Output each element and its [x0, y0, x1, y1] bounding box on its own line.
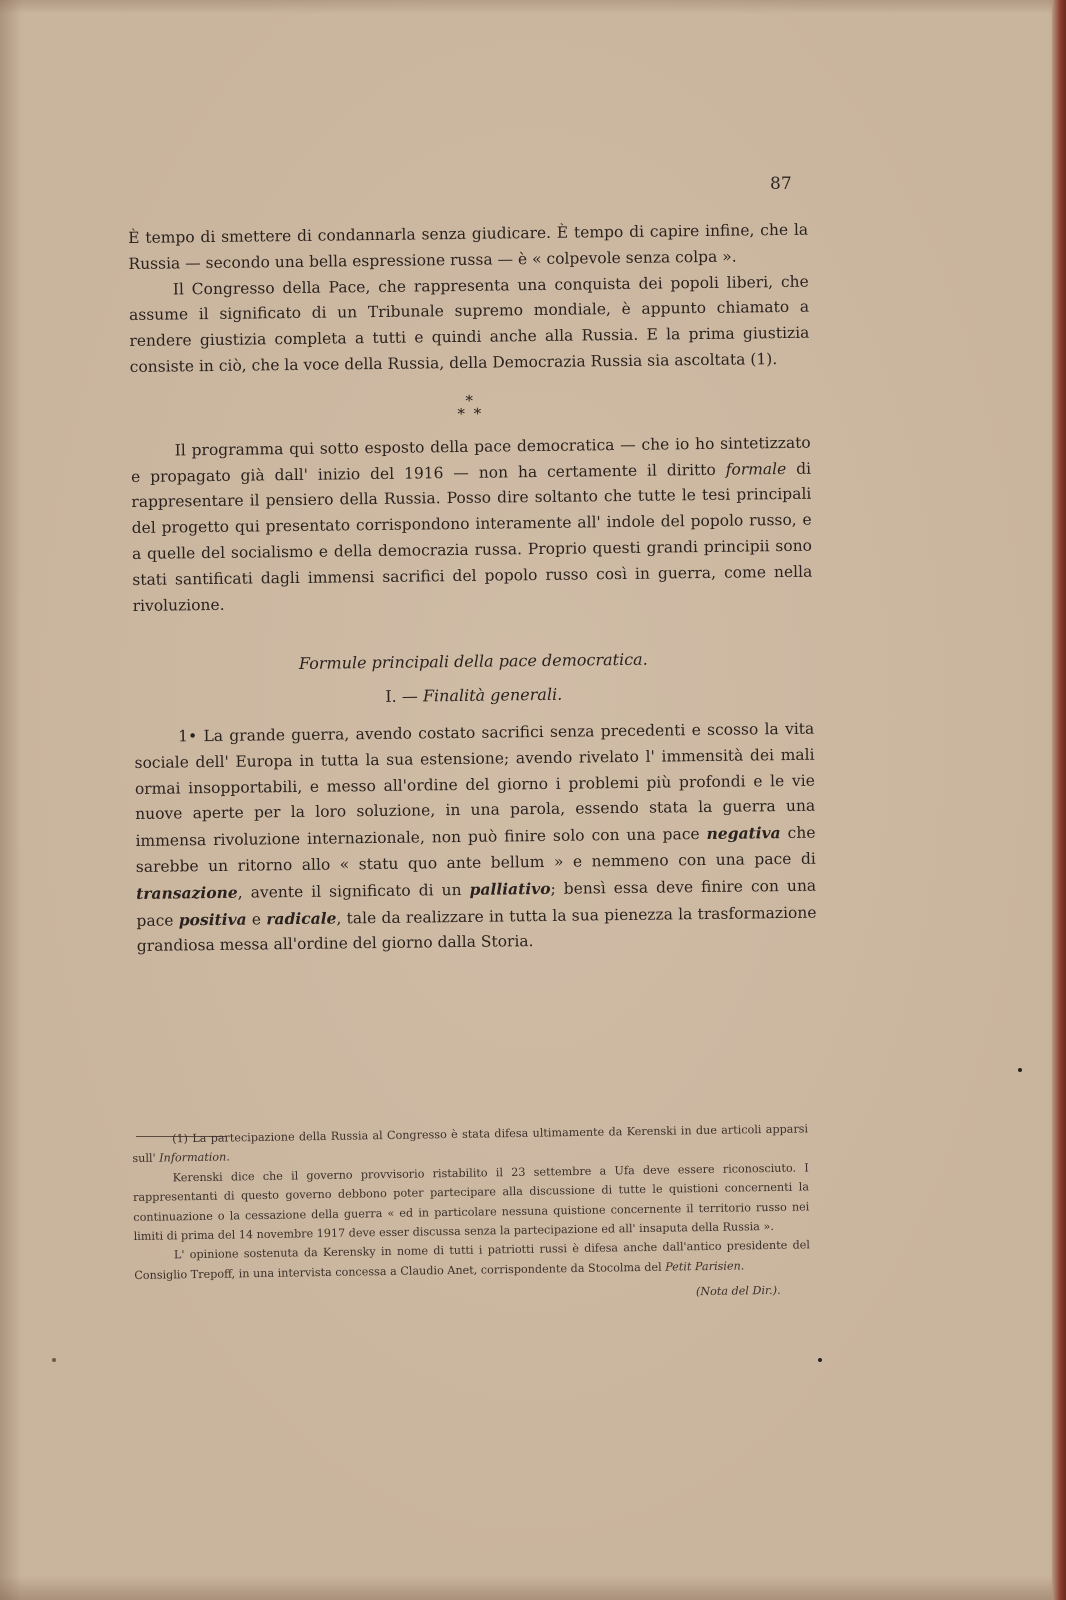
- footnote-1-information: Information: [159, 1150, 227, 1165]
- programma-text-1: Il programma qui sotto esposto della pace democratica — che io ho sintetizzato e propagato già dall' inizio del 1916 — non ha certamente il diritto: [130, 433, 811, 486]
- subsection-number: I. —: [385, 686, 423, 707]
- page-number: 87: [770, 174, 792, 194]
- footnote-3-petit-parisien: Petit Parisien: [665, 1259, 741, 1274]
- paragraph-point-1: [134, 717, 817, 960]
- section-title: Formule principali della pace democratica.: [298, 650, 648, 674]
- paragraph-programma: [131, 430, 813, 619]
- footnote-1-text-b: .: [226, 1150, 230, 1164]
- speck-mark: [818, 1358, 822, 1362]
- point1-text-c: , avente il significato di un: [237, 880, 470, 902]
- speck-mark: [1018, 1068, 1022, 1072]
- programma-text-2: di rappresentare il pensiero della Russia. Posso dire soltanto che tutte le tesi principali del progetto qui presentato corrispondono interamente all' indole del popolo russo, e a quelle del socialismo e della democrazia russa. Proprio questi grandi principii sono stati santificati dagli immensi sacrifici del popolo russo così in guerra, come nella rivoluzione.: [131, 459, 813, 615]
- paragraph-colpevole: È tempo di smettere di condannarla senza giudicare. È tempo di capire infine, che la Russia — secondo una bella espressione russa — è « colpevole senza colpa ».: [128, 220, 809, 273]
- footnote-3-text-b: .: [740, 1259, 745, 1273]
- speck-mark: [52, 1358, 56, 1362]
- footnote-1-text-a: (1) La partecipazione della Russia al Congresso è stata difesa ultimamente da Kerenski in due articoli apparsi sull': [132, 1122, 809, 1166]
- point1-text-f: , tale da realizzare in tutta la sua pienezza la trasformazione grandiosa messa all'ordine del giorno dalla Storia.: [136, 903, 817, 956]
- footnotes: [132, 1119, 811, 1310]
- asterism-top: *: [465, 391, 476, 410]
- programma-formale: formale: [725, 459, 787, 479]
- main-text: [128, 218, 817, 960]
- book-binding-edge: [1052, 0, 1066, 1600]
- subsection-name: Finalità generali.: [422, 684, 563, 706]
- point1-transazione: transazione: [136, 882, 238, 903]
- footnote-signature: (Nota del Dir.).: [695, 1284, 781, 1299]
- footnote-2: Kerenski dice che il governo provvisorio ristabilito il 23 settembre a Ufa deve essere riconosciuto. I rappresentanti di questo governo debbono poter partecipare alla discussione di tutte le quistioni concernenti la continuazione o la cessazione della guerra « ed in particolare nessuna quistione concernente il territorio russo nei limiti di prima del 14 novembre 1917 deve esser discussa senza la partecipazione ed all' insaputa della Russia ».: [132, 1161, 810, 1244]
- point1-text-b: che sarebbe un ritorno allo « statu quo ante bellum » e nemmeno con una pace di: [135, 823, 816, 876]
- point1-text-d: ; bensì essa deve finire con una pace: [136, 876, 817, 930]
- point1-text-e: e: [246, 909, 267, 929]
- asterism-bottom: * *: [457, 404, 484, 423]
- subsection-title: [134, 679, 814, 713]
- footnote-3-text-a: L' opinione sostenuta da Kerensky in nome di tutti i patriotti russi è difesa anche dall'antico presidente del Consiglio Trepoff, in una intervista concessa a Claudio Anet, corrispondente da Stocolma del: [134, 1238, 810, 1282]
- point1-radicale: radicale: [266, 908, 337, 928]
- point1-palliativo: palliativo: [469, 878, 551, 899]
- paragraph-congresso: Il Congresso della Pace, che rappresenta una conquista dei popoli liberi, che assume il significato di un Tribunale supremo mondiale, è appunto chiamato a rendere giustizia completa a tutti e quindi anche alla Russia. E la prima giustizia consiste in ciò, che la voce della Russia, della Democrazia Russia sia ascoltata (1).: [128, 272, 810, 376]
- point1-negativa: negativa: [706, 823, 781, 844]
- asterism: [130, 390, 810, 424]
- point1-positiva: positiva: [178, 909, 247, 929]
- point1-text-a: 1• La grande guerra, avendo costato sacrifici senza precedenti e scosso la vita sociale dell' Europa in tutta la sua estensione; avendo rivelato l' immensità dei mali ormai insopportabili, e messo all'ordine del giorno i problemi più profondi e le vie nuove aperte per la loro soluzione, in una parola, essendo stata la guerra una immensa rivoluzione internazionale, non può finire solo con una pace: [134, 719, 816, 851]
